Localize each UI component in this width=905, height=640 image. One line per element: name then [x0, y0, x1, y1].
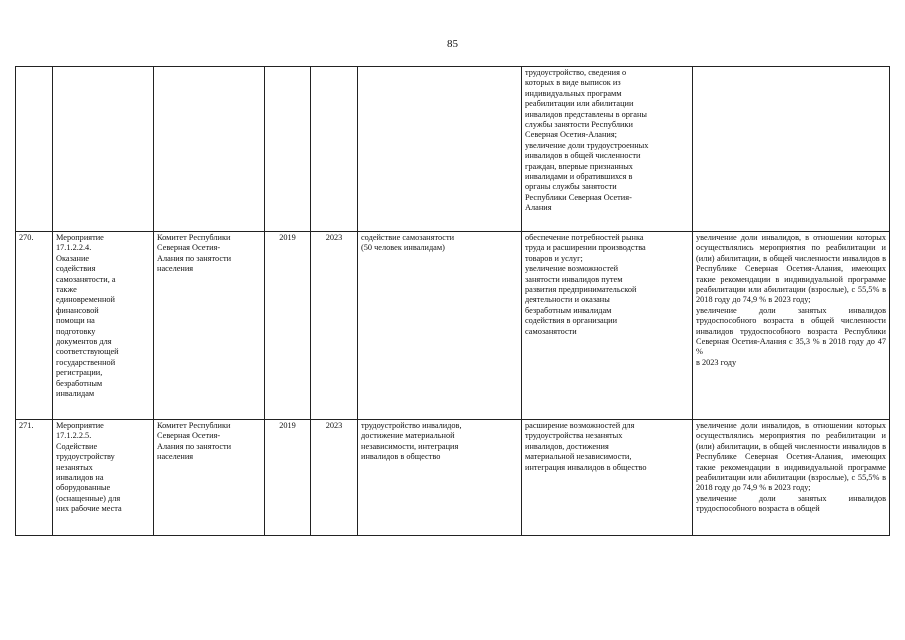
executor: Комитет Республики Северная Осетия- Алания по занятости населения	[154, 232, 265, 420]
start-year	[265, 67, 311, 232]
task	[358, 67, 522, 232]
executor	[154, 67, 265, 232]
table-row	[16, 232, 890, 420]
table-row	[16, 420, 890, 536]
expected-result: расширение возможностей для трудоустройства незанятых инвалидов, достижения материальной независимости, интеграция инвалидов в общество	[522, 420, 693, 536]
measure-name	[53, 67, 154, 232]
measure-name: Мероприятие 17.1.2.2.5. Содействие трудоустройству незанятых инвалидов на оборудованные (оснащенные) для них рабочие места	[53, 420, 154, 536]
expected-result: обеспечение потребностей рынка труда и расширении производства товаров и услуг; увеличение возможностей занятости инвалидов путем развития предпринимательской деятельности и оказаны безработным инвалидам содействия в организации самозанятости	[522, 232, 693, 420]
end-year	[311, 67, 358, 232]
executor: Комитет Республики Северная Осетия- Алания по занятости населения	[154, 420, 265, 536]
row-number	[16, 67, 53, 232]
task: трудоустройство инвалидов, достижение материальной независимости, интеграция инвалидов в общество	[358, 420, 522, 536]
measure-name: Мероприятие 17.1.2.2.4. Оказание содействия самозанятости, а также единовременной финансовой помощи на подготовку документов для соответствующей государственной регистрации, безработным инвалидам	[53, 232, 154, 420]
start-year: 2019	[265, 232, 311, 420]
indicator: увеличение доли инвалидов, в отношении которых осуществлялись мероприятия по реабилитации и (или) абилитации, в общей численности инвалидов в Республике Северная Осетия-Алания, имеющих такие рекомендации в индивидуальной программе реабилитации или абилитации (взрослые), с 55,5% в 2018 году до 74,9 % в 2023 году; увеличение доли занятых инвалидов трудоспособного возраста в общей численности инвалидов трудоспособного возраста Республики Северная Осетия-Алания с 35,3 % в 2018 году до 47 % в 2023 году	[693, 232, 890, 420]
expected-result: трудоустройство, сведения о которых в виде выписок из индивидуальных программ реабилитации или абилитации инвалидов представлены в органы службы занятости Республики Северная Осетия-Алания; увеличение доли трудоустроенных инвалидов в общей численности граждан, впервые признанных инвалидами и обратившихся в органы службы занятости Республики Северная Осетия- Алания	[522, 67, 693, 232]
end-year: 2023	[311, 420, 358, 536]
end-year: 2023	[311, 232, 358, 420]
indicator	[693, 67, 890, 232]
task: содействие самозанятости (50 человек инвалидам)	[358, 232, 522, 420]
measures-table	[15, 66, 890, 536]
indicator: увеличение доли инвалидов, в отношении которых осуществлялись мероприятия по реабилитации и (или) абилитации, в общей численности инвалидов в Республике Северная Осетия-Алания, имеющих такие рекомендации в индивидуальной программе реабилитации или абилитации (взрослые), с 55,5% в 2018 году до 74,9 % в 2023 году; увеличение доли занятых инвалидов трудоспособного возраста в общей	[693, 420, 890, 536]
row-number: 271.	[16, 420, 53, 536]
page-number: 85	[447, 38, 458, 50]
row-number: 270.	[16, 232, 53, 420]
start-year: 2019	[265, 420, 311, 536]
table-row	[16, 67, 890, 232]
